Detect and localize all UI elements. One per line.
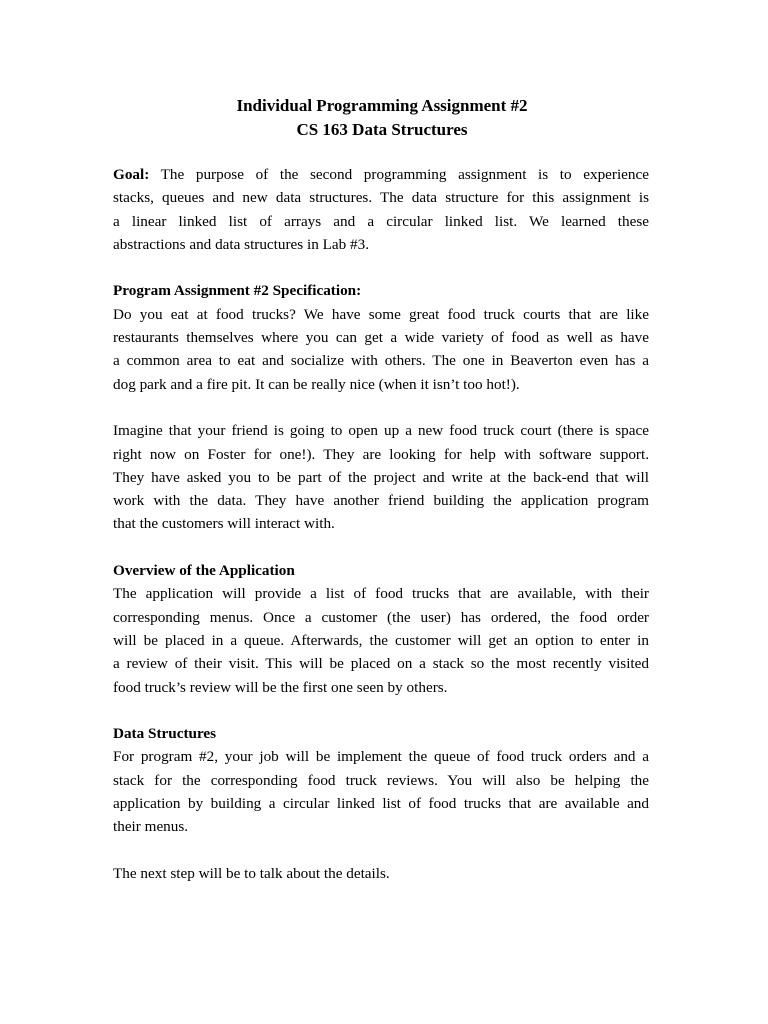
goal-text-1: The purpose of the second programming assignment is to experience (160, 166, 649, 183)
overview-line-4: a review of their visit. This will be placed on a stack so the most recently visited (113, 655, 649, 673)
data-structures-line-2: stack for the corresponding food truck reviews. You will also be helping the (113, 771, 649, 789)
imagine-line-3: They have asked you to be part of the project and write at the back-end that will (113, 468, 649, 486)
specification-line-4: dog park and a fire pit. It can be really nice (when it isn’t too hot!). (113, 375, 520, 393)
imagine-line-4: work with the data. They have another friend building the application program (113, 492, 649, 510)
goal-label: Goal: (113, 166, 150, 183)
goal-paragraph (113, 163, 649, 256)
overview-heading: Overview of the Application (113, 562, 295, 580)
overview-line-1: The application will provide a list of food trucks that are available, with their (113, 585, 649, 603)
overview-line-2: corresponding menus. Once a customer (the user) has ordered, the food order (113, 608, 649, 626)
overview-line-5: food truck’s review will be the first one seen by others. (113, 678, 448, 696)
specification-heading: Program Assignment #2 Specification: (113, 282, 362, 300)
document-title (0, 94, 764, 142)
imagine-paragraph (113, 419, 649, 535)
title-line-2: CS 163 Data Structures (296, 120, 468, 139)
specification-line-3: a common area to eat and socialize with others. The one in Beaverton even has a (113, 352, 649, 370)
goal-line-1 (113, 163, 649, 186)
data-structures-line-1: For program #2, your job will be implement the queue of food truck orders and a (113, 748, 649, 766)
imagine-line-2: right now on Foster for one!). They are looking for help with software support. (113, 445, 649, 463)
goal-line-4: abstractions and data structures in Lab #3. (113, 235, 369, 253)
imagine-line-1: Imagine that your friend is going to open up a new food truck court (there is space (113, 422, 649, 440)
document-body (113, 163, 649, 885)
specification-section (113, 279, 649, 395)
goal-line-2: stacks, queues and new data structures. The data structure for this assignment is (113, 189, 649, 207)
imagine-line-5: that the customers will interact with. (113, 515, 335, 533)
next-step-line: The next step will be to talk about the details. (113, 864, 390, 882)
goal-line-3: a linear linked list of arrays and a circular linked list. We learned these (113, 212, 649, 230)
overview-line-3: will be placed in a queue. Afterwards, the customer will get an option to enter in (113, 631, 649, 649)
data-structures-line-3: application by building a circular linked list of food trucks that are available and (113, 795, 649, 813)
data-structures-heading: Data Structures (113, 725, 217, 743)
overview-section (113, 559, 649, 699)
specification-line-1: Do you eat at food trucks? We have some great food truck courts that are like (113, 305, 649, 323)
next-step-paragraph (113, 862, 649, 885)
data-structures-line-4: their menus. (113, 818, 189, 836)
data-structures-section (113, 722, 649, 838)
specification-line-2: restaurants themselves where you can get a wide variety of food as well as have (113, 329, 649, 347)
title-line-1: Individual Programming Assignment #2 (236, 96, 528, 115)
